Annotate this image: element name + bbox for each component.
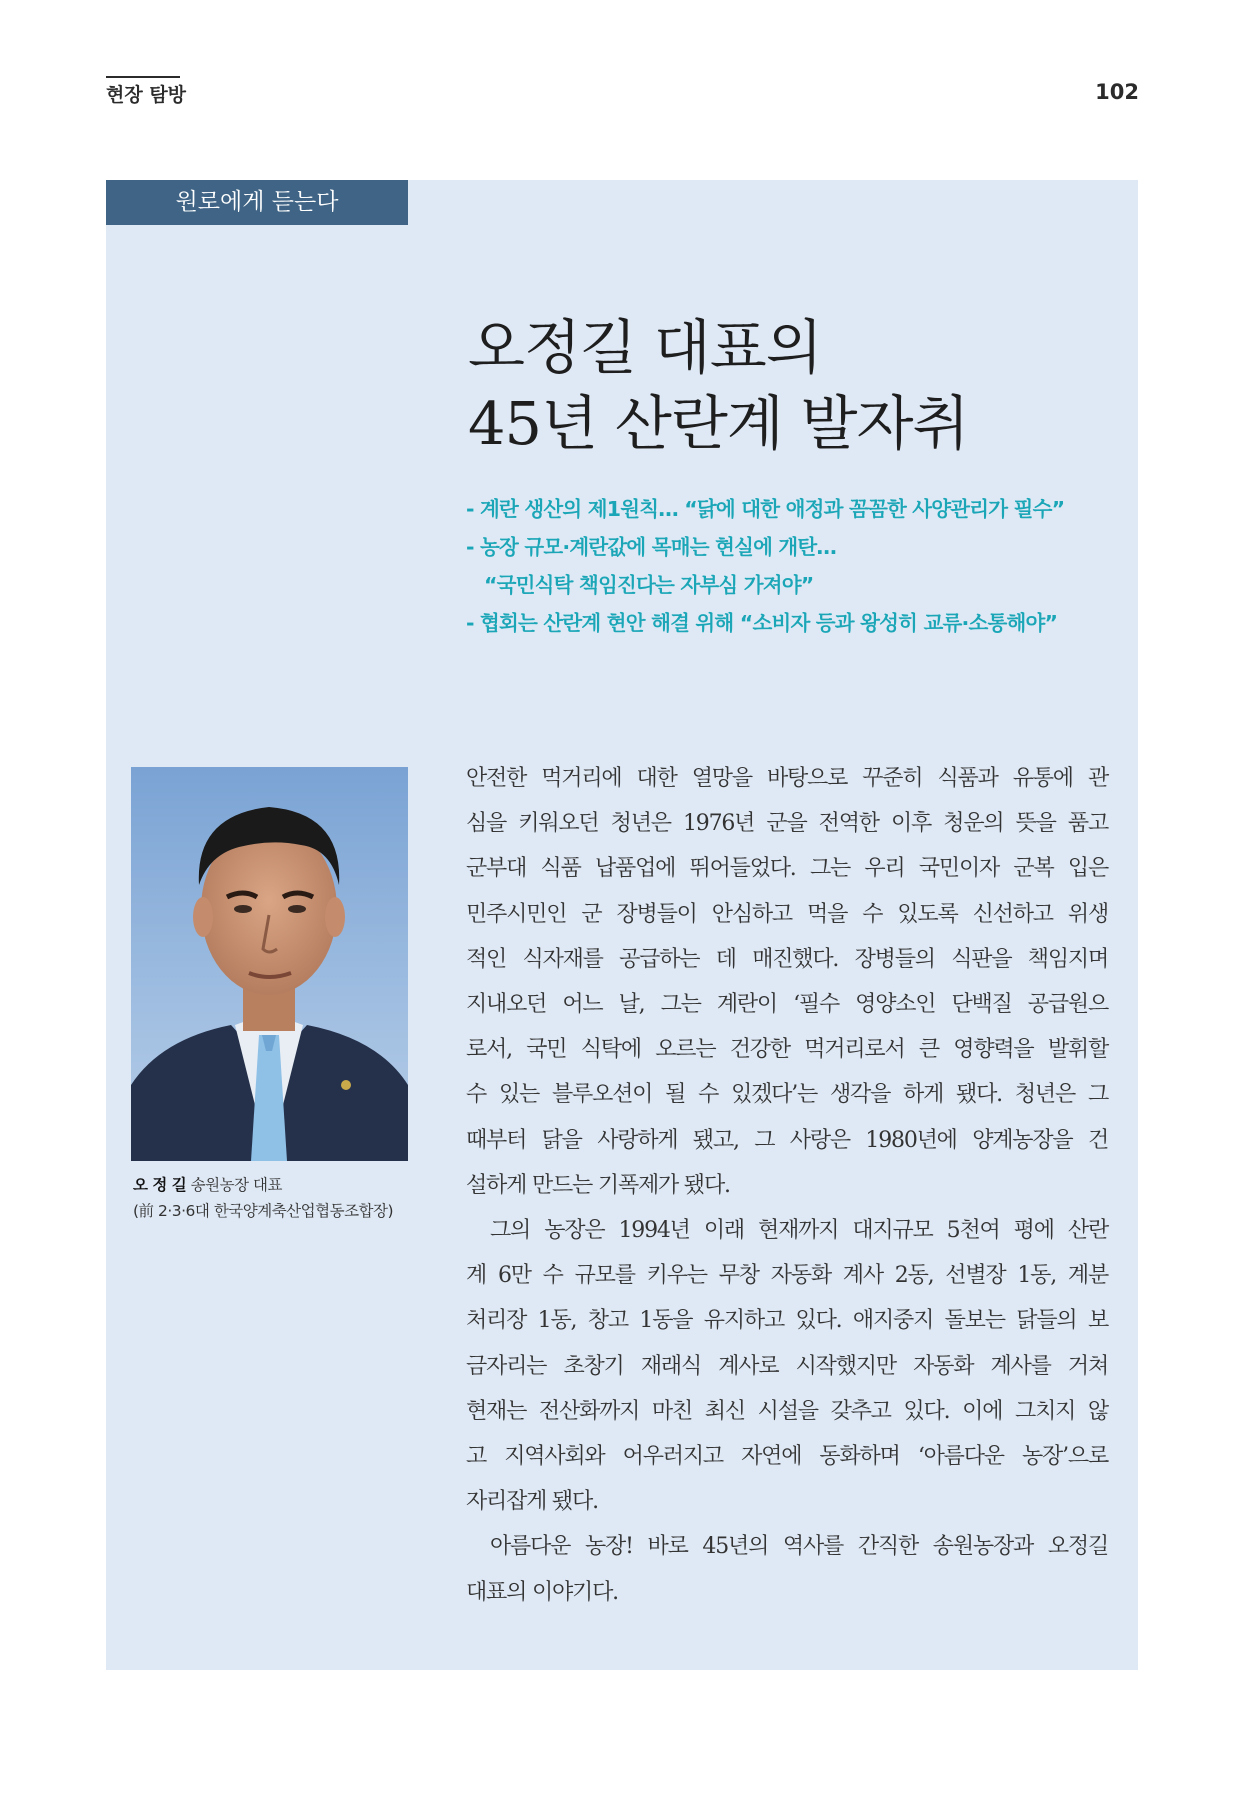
body-line: 대표의 이야기다. bbox=[466, 1579, 618, 1605]
title-line: 45년 산란계 발자취 bbox=[468, 389, 969, 458]
article-body bbox=[466, 756, 1108, 1615]
photo-caption bbox=[133, 1172, 433, 1224]
title-line: 오정길 대표의 bbox=[468, 313, 822, 382]
body-line: 군부대 식품 납품업에 뛰어들었다. 그는 우리 국민이자 군복 입은 bbox=[466, 856, 1108, 882]
body-line: 처리장 1동, 창고 1동을 유지하고 있다. 애지중지 돌보는 닭들의 보 bbox=[466, 1308, 1108, 1334]
portrait-icon bbox=[131, 767, 408, 1161]
subhead-line: - 협회는 산란계 현안 해결 위해 “소비자 등과 왕성히 교류·소통해야” bbox=[466, 611, 1058, 635]
body-line: 안전한 먹거리에 대한 열망을 바탕으로 꾸준히 식품과 유통에 관 bbox=[466, 766, 1108, 791]
body-line: 그의 농장은 1994년 이래 현재까지 대지규모 5천여 평에 산란 bbox=[490, 1218, 1108, 1244]
body-line: 수 있는 블루오션이 될 수 있겠다’는 생각을 하게 됐다. 청년은 그 bbox=[466, 1082, 1108, 1108]
body-line: 아름다운 농장! 바로 45년의 역사를 간직한 송원농장과 오정길 bbox=[490, 1534, 1108, 1560]
article-title bbox=[468, 310, 1108, 462]
subhead-line: “국민식탁 책임진다는 자부심 가져야” bbox=[484, 573, 814, 597]
section-label: 현장 탐방 bbox=[106, 84, 187, 106]
body-line: 심을 키워오던 청년은 1976년 군을 전역한 이후 청운의 뜻을 품고 bbox=[466, 811, 1108, 837]
subhead-line: - 농장 규모·계란값에 목매는 현실에 개탄… bbox=[466, 535, 837, 559]
body-line: 현재는 전산화까지 마친 최신 시설을 갖추고 있다. 이에 그치지 않 bbox=[466, 1398, 1108, 1424]
body-line: 민주시민인 군 장병들이 안심하고 먹을 수 있도록 신선하고 위생 bbox=[466, 901, 1108, 927]
portrait-photo bbox=[131, 767, 408, 1161]
body-line: 고 지역사회와 어우러지고 자연에 동화하며 ‘아름다운 농장’으로 bbox=[466, 1444, 1108, 1470]
body-line: 때부터 닭을 사랑하게 됐고, 그 사랑은 1980년에 양계농장을 건 bbox=[466, 1127, 1108, 1153]
series-tab: 원로에게 듣는다 bbox=[106, 180, 408, 225]
body-line: 금자리는 초창기 재래식 계사로 시작했지만 자동화 계사를 거쳐 bbox=[466, 1353, 1108, 1379]
body-line: 로서, 국민 식탁에 오르는 건강한 먹거리로서 큰 영향력을 발휘할 bbox=[466, 1037, 1108, 1063]
subheads bbox=[466, 490, 1126, 642]
subhead-line: - 계란 생산의 제1원칙… “닭에 대한 애정과 꼼꼼한 사양관리가 필수” bbox=[466, 497, 1065, 521]
caption-line bbox=[133, 1172, 433, 1198]
body-line: 계 6만 수 규모를 키우는 무창 자동화 계사 2동, 선별장 1동, 계분 bbox=[466, 1263, 1108, 1289]
body-line: 적인 식자재를 공급하는 데 매진했다. 장병들의 식판을 책임지며 bbox=[466, 946, 1108, 972]
header-rule bbox=[106, 76, 180, 78]
body-line: 설하게 만드는 기폭제가 됐다. bbox=[466, 1172, 730, 1198]
caption-former: (前 2·3·6대 한국양계축산업협동조합장) bbox=[133, 1202, 394, 1220]
body-line: 자리잡게 됐다. bbox=[466, 1489, 598, 1515]
caption-role: 송원농장 대표 bbox=[190, 1176, 282, 1194]
caption-name: 오 정 길 bbox=[133, 1176, 187, 1194]
body-line: 지내오던 어느 날, 그는 계란이 ‘필수 영양소인 단백질 공급원으 bbox=[466, 992, 1108, 1018]
page-number: 102 bbox=[1095, 80, 1139, 104]
